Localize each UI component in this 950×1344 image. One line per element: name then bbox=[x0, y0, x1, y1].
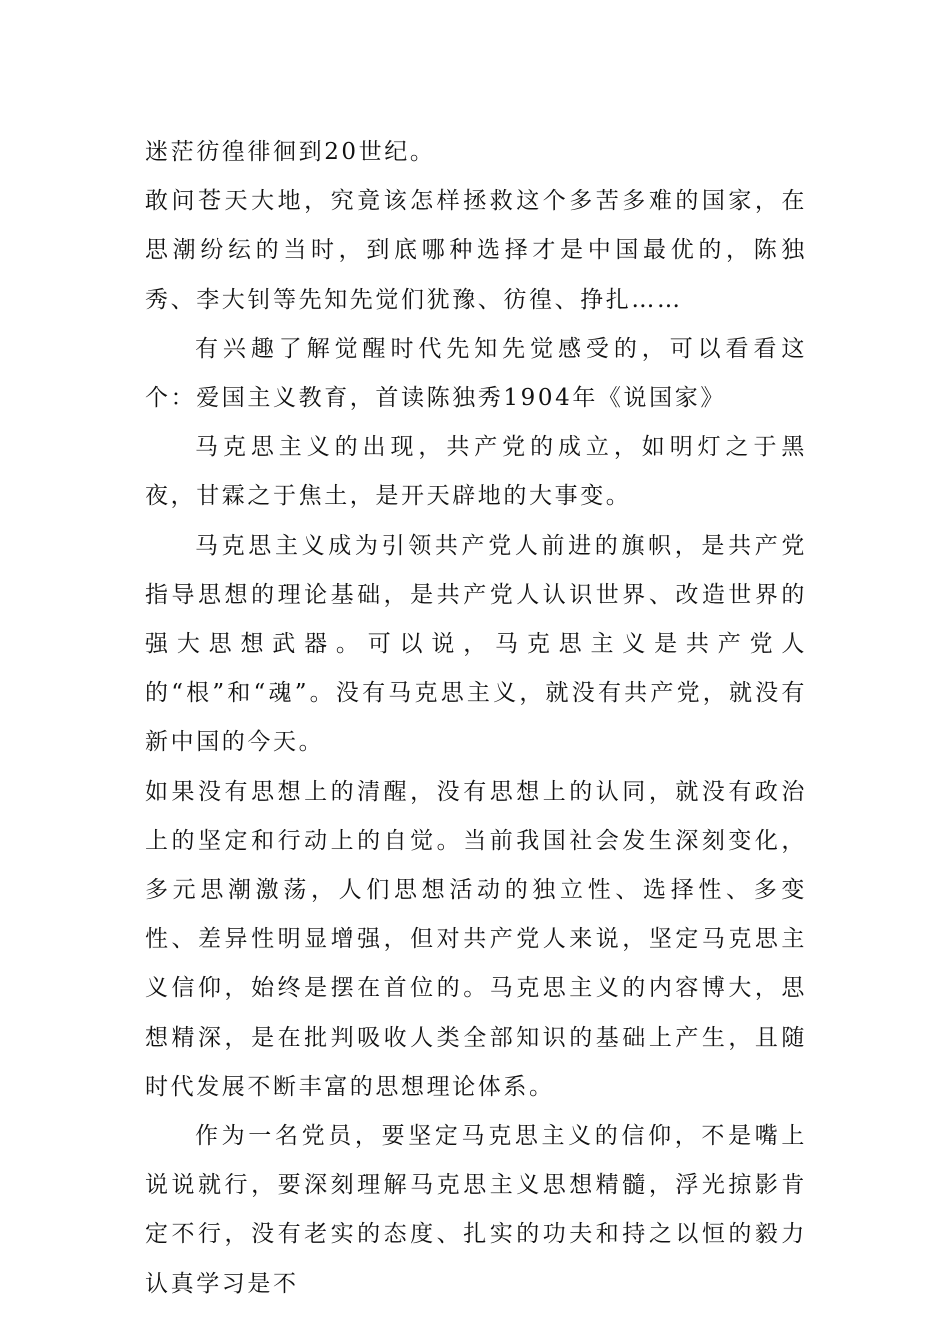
paragraph-3: 有兴趣了解觉醒时代先知先觉感受的，可以看看这个：爱国主义教育，首读陈独秀1904年《说国家》 bbox=[145, 335, 807, 412]
paragraph-4: 马克思主义的出现，共产党的成立，如明灯之于黑夜，甘霖之于焦土，是开天辟地的大事变。 bbox=[145, 434, 807, 510]
paragraph-5: 马克思主义成为引领共产党人前进的旗帜，是共产党指导思想的理论基础，是共产党人认识世界、改造世界的强大思想武器。可以说，马克思主义是共产党人的“根”和“魂”。没有马克思主义，就没有共产党，就没有新中国的今天。 bbox=[145, 532, 807, 756]
document-body bbox=[145, 128, 807, 1309]
paragraph-1: 迷茫彷徨徘徊到20世纪。 bbox=[145, 139, 436, 165]
paragraph-2: 敢问苍天大地，究竟该怎样拯救这个多苦多难的国家，在思潮纷纭的当时，到底哪种选择才是中国最优的，陈独秀、李大钊等先知先觉们犹豫、彷徨、挣扎…… bbox=[145, 188, 807, 313]
paragraph-7: 作为一名党员，要坚定马克思主义的信仰，不是嘴上说说就行，要深刻理解马克思主义思想精髓，浮光掠影肯定不行，没有老实的态度、扎实的功夫和持之以恒的毅力认真学习是不 bbox=[145, 1123, 807, 1297]
paragraph-6: 如果没有思想上的清醒，没有思想上的认同，就没有政治上的坚定和行动上的自觉。当前我国社会发生深刻变化，多元思潮激荡，人们思想活动的独立性、选择性、多变性、差异性明显增强，但对共产党人来说，坚定马克思主义信仰，始终是摆在首位的。马克思主义的内容博大，思想精深，是在批判吸收人类全部知识的基础上产生，且随时代发展不断丰富的思想理论体系。 bbox=[145, 778, 807, 1100]
